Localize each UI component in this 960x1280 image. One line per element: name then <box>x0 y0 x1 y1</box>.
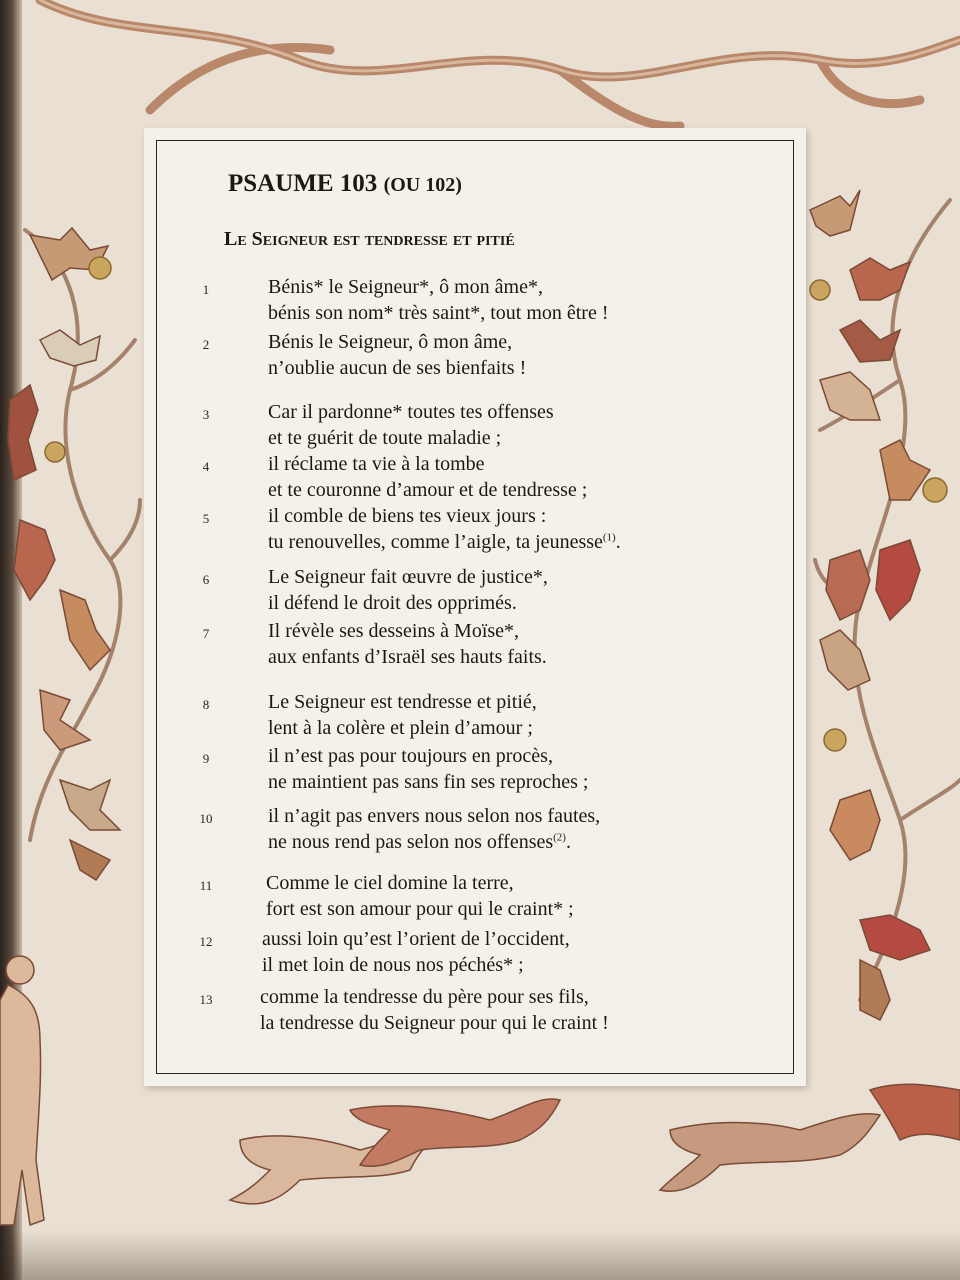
verse-line-text: Le Seigneur fait œuvre de justice*, <box>268 566 548 588</box>
verse-line-text: comme la tendresse du père pour ses fils, <box>260 986 589 1008</box>
verse-number: 8 <box>202 697 210 712</box>
verse-line-text: bénis son nom* très saint*, tout mon être ! <box>268 302 609 324</box>
verse-line-text: Il révèle ses desseins à Moïse*, <box>268 620 520 642</box>
psalm-title <box>228 170 462 198</box>
verse-line <box>260 986 589 1009</box>
verse-line <box>268 831 571 854</box>
verse-line <box>262 954 524 977</box>
verse-line <box>268 592 517 615</box>
verse-line-text: Le Seigneur est tendresse et pitié, <box>268 691 537 713</box>
verse-number: 11 <box>199 878 213 893</box>
verse-line-text: la tendresse du Seigneur pour qui le craint ! <box>260 1012 609 1034</box>
verse-line-text: ne nous rend pas selon nos offenses <box>268 831 554 853</box>
psalm-card <box>144 128 806 1086</box>
verse-line <box>268 745 553 768</box>
verse-line <box>268 620 519 643</box>
verse-line-text: Car il pardonne* toutes tes offenses <box>268 401 554 423</box>
verse-line <box>262 928 570 951</box>
verse-line <box>268 401 554 424</box>
psalm-title-main: PSAUME 103 <box>228 170 378 197</box>
verse-line <box>268 531 621 554</box>
verse-line <box>266 872 514 895</box>
verse-line <box>268 453 485 476</box>
verse-line <box>268 646 547 669</box>
verse-line-text: tu renouvelles, comme l’aigle, ta jeunesse <box>268 531 603 553</box>
verse-line <box>268 691 537 714</box>
psalm-title-alt-number: (OU 102) <box>383 174 462 196</box>
verse-number: 9 <box>202 751 210 766</box>
verse-line-text: Bénis* le Seigneur*, ô mon âme*, <box>268 276 543 298</box>
verse-line <box>268 805 600 828</box>
verse-line-end: . <box>565 831 571 853</box>
verse-line <box>260 1012 609 1035</box>
verse-line-text: et te guérit de toute maladie ; <box>268 427 502 449</box>
verse-line <box>268 331 512 354</box>
verse-number: 2 <box>202 337 210 352</box>
verse-line <box>268 771 588 794</box>
verse-line-text: il comble de biens tes vieux jours : <box>268 505 547 527</box>
verse-number: 5 <box>202 511 210 526</box>
footnote-marker: (1) <box>602 531 616 544</box>
verse-line-text: ne maintient pas sans fin ses reproches ; <box>268 771 589 793</box>
verse-line-text: il met loin de nous nos péchés* ; <box>262 954 524 976</box>
verse-number: 1 <box>202 282 210 297</box>
verse-number: 4 <box>202 459 210 474</box>
verse-line <box>268 427 501 450</box>
verse-line <box>268 276 543 299</box>
verse-number: 7 <box>202 626 210 641</box>
verse-line <box>266 898 574 921</box>
verse-line <box>268 357 526 380</box>
psalm-subtitle: Le Seigneur est tendresse et pitié <box>224 228 515 250</box>
verse-line-text: il défend le droit des opprimés. <box>268 592 517 614</box>
verse-line <box>268 717 533 740</box>
verse-line <box>268 479 587 502</box>
verse-number: 3 <box>202 407 210 422</box>
verse-number: 12 <box>199 934 213 949</box>
verse-line <box>268 566 548 589</box>
verse-line-text: aux enfants d’Israël ses hauts faits. <box>268 646 547 668</box>
verse-line-end: . <box>615 531 621 553</box>
verse-number: 13 <box>199 992 213 1007</box>
verse-line-text: lent à la colère et plein d’amour ; <box>268 717 533 739</box>
verse-line-text: fort est son amour pour qui le craint* ; <box>266 898 574 920</box>
footnote-marker: (2) <box>553 831 566 844</box>
verse-line-text: aussi loin qu’est l’orient de l’occident, <box>262 928 570 950</box>
verse-line-text: Bénis le Seigneur, ô mon âme, <box>268 331 513 353</box>
page-bottom-shadow <box>0 1230 960 1280</box>
verse-line-text: il réclame ta vie à la tombe <box>268 453 485 475</box>
verse-line-text: il n’est pas pour toujours en procès, <box>268 745 553 767</box>
verse-line <box>268 505 546 528</box>
verse-line-text: Comme le ciel domine la terre, <box>266 872 514 894</box>
verse-line <box>268 302 609 325</box>
verse-line-text: et te couronne d’amour et de tendresse ; <box>268 479 588 501</box>
verse-line-text: il n’agit pas envers nous selon nos fautes, <box>268 805 601 827</box>
verse-number: 6 <box>202 572 210 587</box>
verse-line-text: n’oublie aucun de ses bienfaits ! <box>268 357 527 379</box>
verse-number: 10 <box>199 811 213 826</box>
